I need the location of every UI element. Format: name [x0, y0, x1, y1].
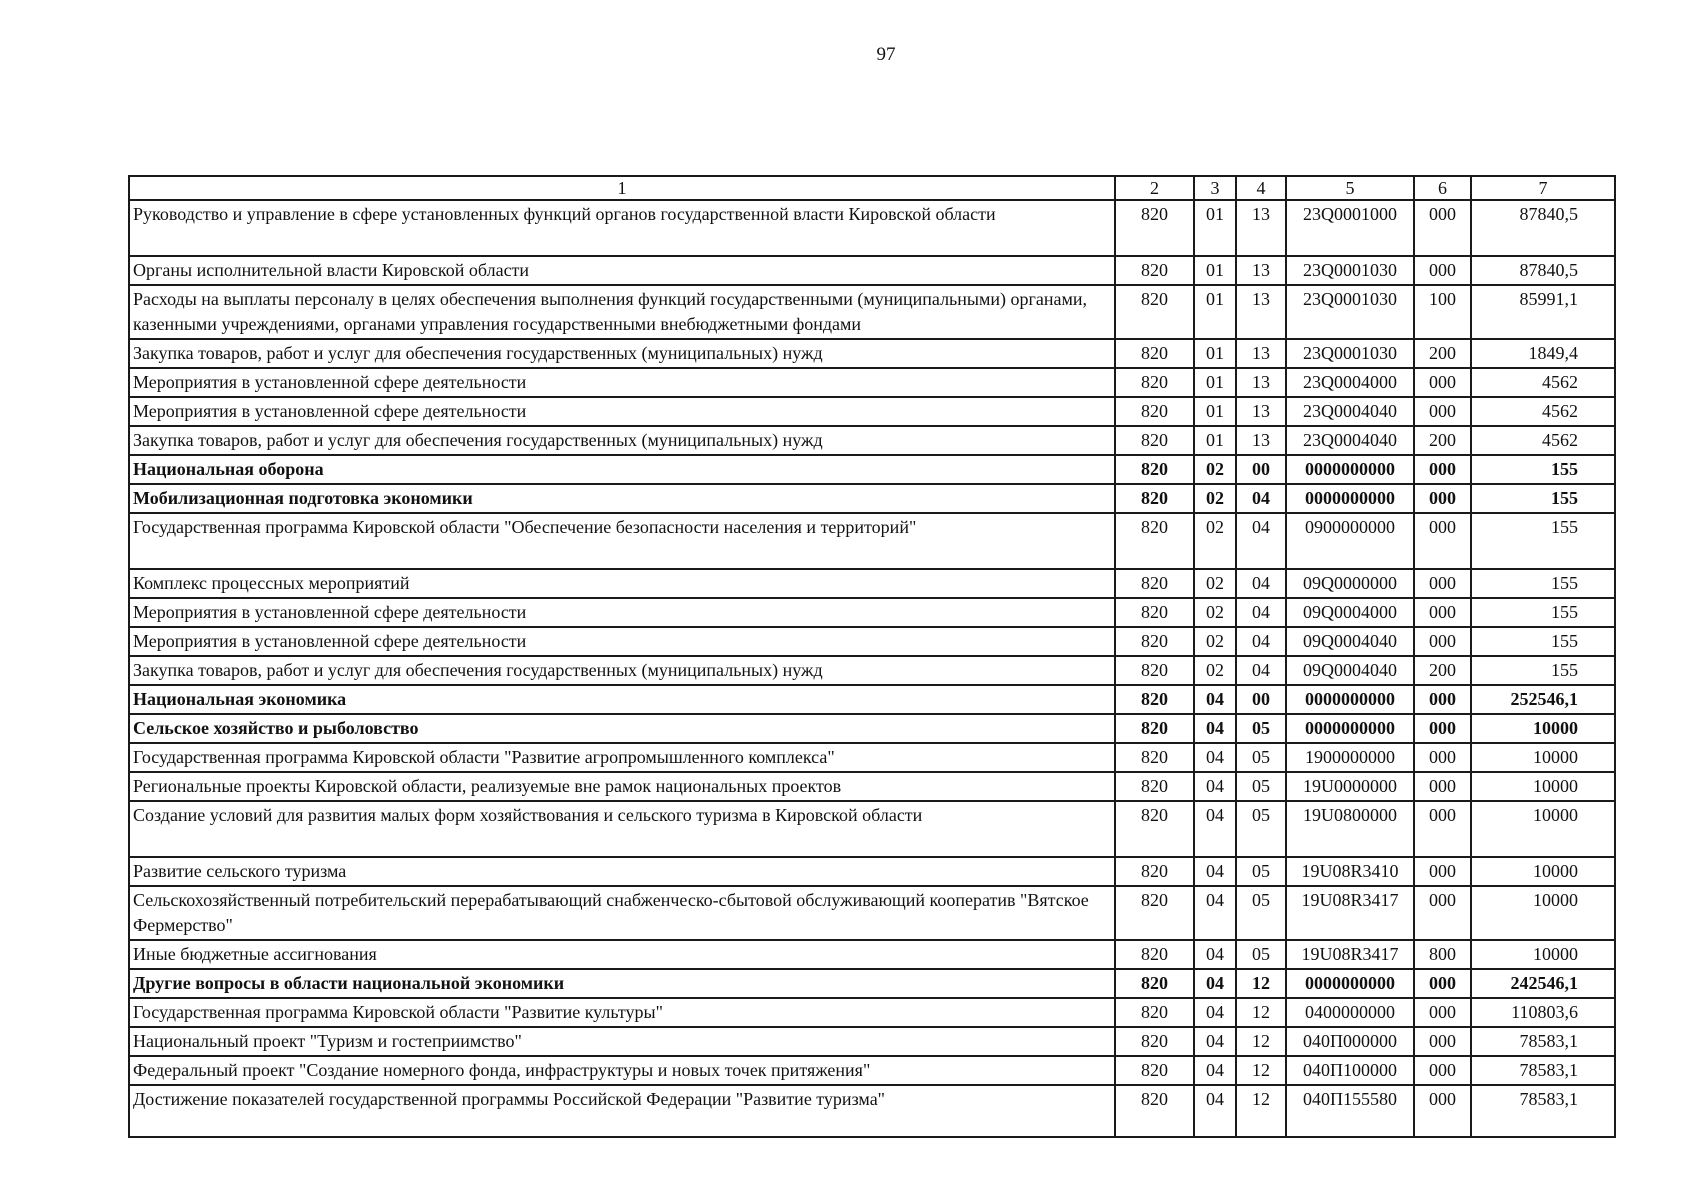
admin-code-cell: 820 [1115, 969, 1194, 998]
amount-cell: 78583,1 [1471, 1085, 1615, 1137]
subsection-cell: 13 [1236, 368, 1286, 397]
admin-code-cell: 820 [1115, 598, 1194, 627]
subsection-cell: 04 [1236, 656, 1286, 685]
expense-type-cell: 000 [1414, 1056, 1471, 1085]
section-cell: 01 [1194, 397, 1236, 426]
section-cell: 02 [1194, 484, 1236, 513]
admin-code-cell: 820 [1115, 569, 1194, 598]
section-cell: 02 [1194, 569, 1236, 598]
amount-cell: 4562 [1471, 397, 1615, 426]
table-row [129, 714, 1615, 743]
admin-code-cell: 820 [1115, 743, 1194, 772]
section-cell: 04 [1194, 801, 1236, 857]
expense-type-cell: 100 [1414, 285, 1471, 339]
expense-type-cell: 000 [1414, 1027, 1471, 1056]
subsection-cell: 00 [1236, 685, 1286, 714]
column-header: 6 [1414, 176, 1471, 200]
section-cell: 04 [1194, 685, 1236, 714]
section-cell: 02 [1194, 627, 1236, 656]
target-article-cell: 23Q0004000 [1286, 368, 1414, 397]
table-row [129, 455, 1615, 484]
target-article-cell: 09Q0004000 [1286, 598, 1414, 627]
expense-type-cell: 000 [1414, 857, 1471, 886]
amount-cell: 155 [1471, 569, 1615, 598]
amount-cell: 85991,1 [1471, 285, 1615, 339]
table-row [129, 743, 1615, 772]
admin-code-cell: 820 [1115, 940, 1194, 969]
admin-code-cell: 820 [1115, 397, 1194, 426]
subsection-cell: 00 [1236, 455, 1286, 484]
subsection-cell: 12 [1236, 1056, 1286, 1085]
target-article-cell: 040П100000 [1286, 1056, 1414, 1085]
target-article-cell: 040П000000 [1286, 1027, 1414, 1056]
subsection-cell: 05 [1236, 714, 1286, 743]
table-row [129, 1056, 1615, 1085]
section-cell: 02 [1194, 656, 1236, 685]
amount-cell: 78583,1 [1471, 1056, 1615, 1085]
amount-cell: 242546,1 [1471, 969, 1615, 998]
section-cell: 02 [1194, 455, 1236, 484]
table-row [129, 598, 1615, 627]
target-article-cell: 19U08R3417 [1286, 886, 1414, 940]
target-article-cell: 23Q0001030 [1286, 339, 1414, 368]
column-header: 5 [1286, 176, 1414, 200]
admin-code-cell: 820 [1115, 772, 1194, 801]
section-cell: 04 [1194, 969, 1236, 998]
target-article-cell: 19U08R3410 [1286, 857, 1414, 886]
target-article-cell: 23Q0001000 [1286, 200, 1414, 256]
table-row [129, 801, 1615, 857]
amount-cell: 10000 [1471, 772, 1615, 801]
column-header: 2 [1115, 176, 1194, 200]
row-name-cell: Мероприятия в установленной сфере деятельности [129, 627, 1115, 656]
row-name-cell: Руководство и управление в сфере установленных функций органов государственной власти Кировской области [129, 200, 1115, 256]
target-article-cell: 040П155580 [1286, 1085, 1414, 1137]
section-cell: 04 [1194, 1027, 1236, 1056]
expense-type-cell: 000 [1414, 801, 1471, 857]
section-cell: 01 [1194, 339, 1236, 368]
expense-type-cell: 000 [1414, 743, 1471, 772]
target-article-cell: 09Q0004040 [1286, 627, 1414, 656]
table-row [129, 857, 1615, 886]
amount-cell: 10000 [1471, 886, 1615, 940]
amount-cell: 155 [1471, 656, 1615, 685]
row-name-cell: Мероприятия в установленной сфере деятельности [129, 598, 1115, 627]
target-article-cell: 23Q0004040 [1286, 397, 1414, 426]
section-cell: 04 [1194, 940, 1236, 969]
target-article-cell: 0000000000 [1286, 455, 1414, 484]
row-name-cell: Закупка товаров, работ и услуг для обеспечения государственных (муниципальных) нужд [129, 656, 1115, 685]
amount-cell: 87840,5 [1471, 200, 1615, 256]
expense-type-cell: 000 [1414, 627, 1471, 656]
section-cell: 01 [1194, 200, 1236, 256]
table-row [129, 685, 1615, 714]
table-row [129, 656, 1615, 685]
amount-cell: 110803,6 [1471, 998, 1615, 1027]
subsection-cell: 13 [1236, 426, 1286, 455]
subsection-cell: 05 [1236, 940, 1286, 969]
subsection-cell: 05 [1236, 743, 1286, 772]
expense-type-cell: 000 [1414, 1085, 1471, 1137]
amount-cell: 4562 [1471, 426, 1615, 455]
expense-type-cell: 200 [1414, 656, 1471, 685]
subsection-cell: 13 [1236, 200, 1286, 256]
expense-type-cell: 000 [1414, 969, 1471, 998]
expense-type-cell: 000 [1414, 714, 1471, 743]
page-number: 97 [876, 44, 896, 65]
subsection-cell: 05 [1236, 857, 1286, 886]
row-name-cell: Федеральный проект "Создание номерного фонда, инфраструктуры и новых точек притяжения" [129, 1056, 1115, 1085]
amount-cell: 155 [1471, 484, 1615, 513]
row-name-cell: Государственная программа Кировской области "Обеспечение безопасности населения и территорий" [129, 513, 1115, 569]
admin-code-cell: 820 [1115, 285, 1194, 339]
admin-code-cell: 820 [1115, 1027, 1194, 1056]
row-name-cell: Иные бюджетные ассигнования [129, 940, 1115, 969]
amount-cell: 4562 [1471, 368, 1615, 397]
expense-type-cell: 000 [1414, 685, 1471, 714]
subsection-cell: 04 [1236, 484, 1286, 513]
target-article-cell: 23Q0001030 [1286, 285, 1414, 339]
admin-code-cell: 820 [1115, 656, 1194, 685]
target-article-cell: 0000000000 [1286, 685, 1414, 714]
subsection-cell: 05 [1236, 801, 1286, 857]
amount-cell: 155 [1471, 455, 1615, 484]
section-cell: 01 [1194, 256, 1236, 285]
amount-cell: 155 [1471, 513, 1615, 569]
table-row [129, 969, 1615, 998]
row-name-cell: Мобилизационная подготовка экономики [129, 484, 1115, 513]
expense-type-cell: 000 [1414, 368, 1471, 397]
row-name-cell: Достижение показателей государственной программы Российской Федерации "Развитие туризма" [129, 1085, 1115, 1137]
section-cell: 04 [1194, 772, 1236, 801]
amount-cell: 10000 [1471, 857, 1615, 886]
admin-code-cell: 820 [1115, 426, 1194, 455]
table-row [129, 627, 1615, 656]
table-header-row [129, 176, 1615, 200]
expense-type-cell: 000 [1414, 513, 1471, 569]
expense-type-cell: 000 [1414, 484, 1471, 513]
table-row [129, 513, 1615, 569]
row-name-cell: Комплекс процессных мероприятий [129, 569, 1115, 598]
target-article-cell: 0000000000 [1286, 714, 1414, 743]
amount-cell: 1849,4 [1471, 339, 1615, 368]
row-name-cell: Закупка товаров, работ и услуг для обеспечения государственных (муниципальных) нужд [129, 339, 1115, 368]
admin-code-cell: 820 [1115, 455, 1194, 484]
row-name-cell: Развитие сельского туризма [129, 857, 1115, 886]
amount-cell: 87840,5 [1471, 256, 1615, 285]
admin-code-cell: 820 [1115, 200, 1194, 256]
table-body [129, 200, 1615, 1137]
column-header: 1 [129, 176, 1115, 200]
amount-cell: 10000 [1471, 714, 1615, 743]
target-article-cell: 0000000000 [1286, 969, 1414, 998]
table-row [129, 569, 1615, 598]
section-cell: 01 [1194, 426, 1236, 455]
target-article-cell: 19U08R3417 [1286, 940, 1414, 969]
subsection-cell: 04 [1236, 598, 1286, 627]
admin-code-cell: 820 [1115, 685, 1194, 714]
amount-cell: 155 [1471, 598, 1615, 627]
table-row [129, 484, 1615, 513]
subsection-cell: 13 [1236, 339, 1286, 368]
subsection-cell: 05 [1236, 886, 1286, 940]
row-name-cell: Расходы на выплаты персоналу в целях обеспечения выполнения функций государственными (муниципальными) органами, казенными учреждениями, органами управления государственными внебюджетными фондами [129, 285, 1115, 339]
target-article-cell: 19U0800000 [1286, 801, 1414, 857]
table-row [129, 426, 1615, 455]
row-name-cell: Национальная экономика [129, 685, 1115, 714]
row-name-cell: Региональные проекты Кировской области, реализуемые вне рамок национальных проектов [129, 772, 1115, 801]
column-header: 3 [1194, 176, 1236, 200]
section-cell: 04 [1194, 998, 1236, 1027]
column-header: 4 [1236, 176, 1286, 200]
column-header: 7 [1471, 176, 1615, 200]
amount-cell: 10000 [1471, 743, 1615, 772]
table-row [129, 1085, 1615, 1137]
section-cell: 04 [1194, 743, 1236, 772]
expense-type-cell: 800 [1414, 940, 1471, 969]
row-name-cell: Мероприятия в установленной сфере деятельности [129, 368, 1115, 397]
subsection-cell: 12 [1236, 1085, 1286, 1137]
admin-code-cell: 820 [1115, 1085, 1194, 1137]
subsection-cell: 12 [1236, 1027, 1286, 1056]
expense-type-cell: 000 [1414, 598, 1471, 627]
expense-type-cell: 200 [1414, 339, 1471, 368]
section-cell: 04 [1194, 1056, 1236, 1085]
table-row [129, 940, 1615, 969]
subsection-cell: 04 [1236, 513, 1286, 569]
admin-code-cell: 820 [1115, 339, 1194, 368]
amount-cell: 252546,1 [1471, 685, 1615, 714]
table-row [129, 339, 1615, 368]
subsection-cell: 13 [1236, 256, 1286, 285]
row-name-cell: Сельскохозяйственный потребительский перерабатывающий снабженческо-сбытовой обслуживающий кооператив "Вятское Фермерство" [129, 886, 1115, 940]
row-name-cell: Государственная программа Кировской области "Развитие культуры" [129, 998, 1115, 1027]
row-name-cell: Сельское хозяйство и рыболовство [129, 714, 1115, 743]
row-name-cell: Другие вопросы в области национальной экономики [129, 969, 1115, 998]
admin-code-cell: 820 [1115, 857, 1194, 886]
subsection-cell: 13 [1236, 285, 1286, 339]
section-cell: 04 [1194, 714, 1236, 743]
subsection-cell: 04 [1236, 569, 1286, 598]
expense-type-cell: 000 [1414, 455, 1471, 484]
section-cell: 02 [1194, 598, 1236, 627]
target-article-cell: 19U0000000 [1286, 772, 1414, 801]
section-cell: 01 [1194, 285, 1236, 339]
row-name-cell: Закупка товаров, работ и услуг для обеспечения государственных (муниципальных) нужд [129, 426, 1115, 455]
admin-code-cell: 820 [1115, 256, 1194, 285]
table-row [129, 285, 1615, 339]
amount-cell: 155 [1471, 627, 1615, 656]
target-article-cell: 09Q0004040 [1286, 656, 1414, 685]
expense-type-cell: 000 [1414, 772, 1471, 801]
table-row [129, 397, 1615, 426]
budget-table [128, 175, 1616, 1138]
section-cell: 02 [1194, 513, 1236, 569]
table-row [129, 200, 1615, 256]
amount-cell: 10000 [1471, 940, 1615, 969]
row-name-cell: Государственная программа Кировской области "Развитие агропромышленного комплекса" [129, 743, 1115, 772]
subsection-cell: 12 [1236, 998, 1286, 1027]
table-row [129, 772, 1615, 801]
admin-code-cell: 820 [1115, 801, 1194, 857]
section-cell: 04 [1194, 1085, 1236, 1137]
admin-code-cell: 820 [1115, 627, 1194, 656]
admin-code-cell: 820 [1115, 484, 1194, 513]
admin-code-cell: 820 [1115, 1056, 1194, 1085]
admin-code-cell: 820 [1115, 368, 1194, 397]
target-article-cell: 23Q0004040 [1286, 426, 1414, 455]
expense-type-cell: 000 [1414, 256, 1471, 285]
target-article-cell: 23Q0001030 [1286, 256, 1414, 285]
table-row [129, 256, 1615, 285]
section-cell: 01 [1194, 368, 1236, 397]
amount-cell: 78583,1 [1471, 1027, 1615, 1056]
subsection-cell: 12 [1236, 969, 1286, 998]
target-article-cell: 0900000000 [1286, 513, 1414, 569]
target-article-cell: 0000000000 [1286, 484, 1414, 513]
table-row [129, 368, 1615, 397]
admin-code-cell: 820 [1115, 714, 1194, 743]
admin-code-cell: 820 [1115, 886, 1194, 940]
expense-type-cell: 000 [1414, 569, 1471, 598]
subsection-cell: 05 [1236, 772, 1286, 801]
target-article-cell: 0400000000 [1286, 998, 1414, 1027]
amount-cell: 10000 [1471, 801, 1615, 857]
row-name-cell: Национальная оборона [129, 455, 1115, 484]
target-article-cell: 1900000000 [1286, 743, 1414, 772]
expense-type-cell: 200 [1414, 426, 1471, 455]
expense-type-cell: 000 [1414, 998, 1471, 1027]
expense-type-cell: 000 [1414, 397, 1471, 426]
row-name-cell: Органы исполнительной власти Кировской области [129, 256, 1115, 285]
expense-type-cell: 000 [1414, 200, 1471, 256]
target-article-cell: 09Q0000000 [1286, 569, 1414, 598]
expense-type-cell: 000 [1414, 886, 1471, 940]
table-row [129, 886, 1615, 940]
table-row [129, 1027, 1615, 1056]
section-cell: 04 [1194, 857, 1236, 886]
row-name-cell: Мероприятия в установленной сфере деятельности [129, 397, 1115, 426]
admin-code-cell: 820 [1115, 998, 1194, 1027]
admin-code-cell: 820 [1115, 513, 1194, 569]
row-name-cell: Создание условий для развития малых форм хозяйствования и сельского туризма в Кировской области [129, 801, 1115, 857]
subsection-cell: 04 [1236, 627, 1286, 656]
table-row [129, 998, 1615, 1027]
subsection-cell: 13 [1236, 397, 1286, 426]
row-name-cell: Национальный проект "Туризм и гостеприимство" [129, 1027, 1115, 1056]
section-cell: 04 [1194, 886, 1236, 940]
